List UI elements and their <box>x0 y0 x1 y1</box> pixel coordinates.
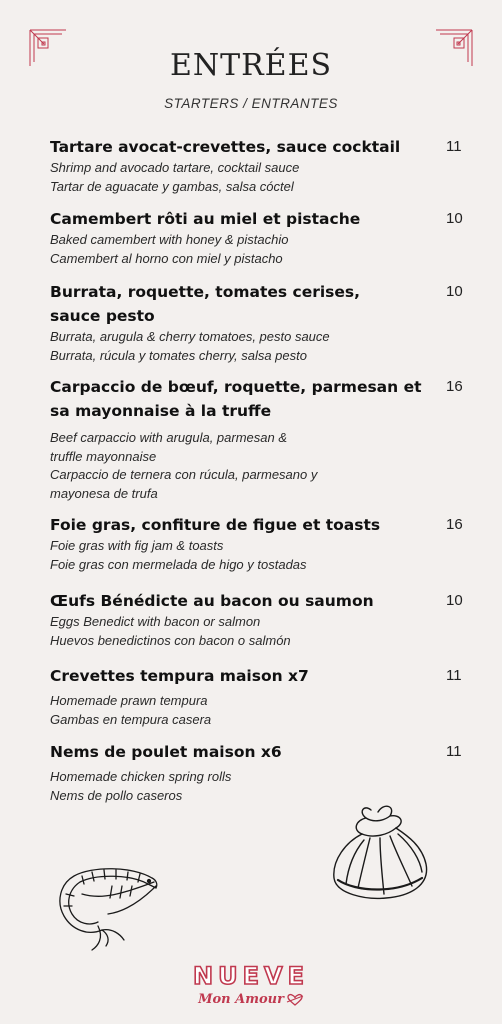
menu-item-description <box>50 231 470 268</box>
menu-item-description <box>50 537 470 574</box>
description-line: Tartar de aguacate y gambas, salsa cóctel <box>50 178 294 194</box>
menu-item <box>50 207 470 268</box>
description-line: Homemade prawn tempura <box>50 693 208 708</box>
description-line: Baked camembert with honey & pistachio <box>50 232 289 247</box>
description-line: Burrata, rúcula y tomates cherry, salsa pesto <box>50 347 307 363</box>
heart-arrow-icon <box>286 993 304 1007</box>
menu-item-description <box>50 613 470 650</box>
menu-item-name: Crevettes tempura maison x7 <box>50 667 309 685</box>
dumpling-illustration <box>326 798 436 902</box>
description-line: Huevos benedictinos con bacon o salmón <box>50 632 291 648</box>
menu-item-description <box>50 429 470 503</box>
description-line: Eggs Benedict with bacon or salmon <box>50 614 261 629</box>
menu-item-name: Camembert rôti au miel et pistache <box>50 210 361 228</box>
menu-item-price: 10 <box>446 210 463 227</box>
menu-item <box>50 375 470 503</box>
menu-item-name: Carpaccio de bœuf, roquette, parmesan et sa mayonnaise à la truffe <box>50 378 422 420</box>
description-line: Camembert al horno con miel y pistacho <box>50 250 283 266</box>
menu-item <box>50 135 470 196</box>
description-line: Gambas en tempura casera <box>50 711 212 727</box>
menu-item <box>50 589 470 650</box>
menu-item-price: 10 <box>446 592 463 609</box>
description-line: Foie gras with fig jam & toasts <box>50 538 224 553</box>
description-line: Shrimp and avocado tartare, cocktail sauce <box>50 160 300 175</box>
menu-item-name: Œufs Bénédicte au bacon ou saumon <box>50 592 374 610</box>
description-line: Homemade chicken spring rolls <box>50 769 232 784</box>
description-line: Beef carpaccio with arugula, parmesan & <box>50 430 288 445</box>
menu-item-price: 11 <box>446 743 462 760</box>
menu-item-description <box>50 159 470 196</box>
description-line: Burrata, arugula & cherry tomatoes, pesto sauce <box>50 329 330 344</box>
menu-item-name: Burrata, roquette, tomates cerises, sauce pesto <box>50 283 361 325</box>
description-line: truffle mayonnaise <box>50 448 157 464</box>
description-line: Nems de pollo caseros <box>50 787 183 803</box>
menu-item-price: 11 <box>446 667 462 684</box>
menu-item-name: Tartare avocat-crevettes, sauce cocktail <box>50 138 401 156</box>
brand-tagline-text: Mon Amour <box>198 992 284 1007</box>
menu-item-description <box>50 692 470 729</box>
page-title: ENTRÉES <box>169 48 333 83</box>
page-subtitle: STARTERS / ENTRANTES <box>164 96 338 111</box>
menu-item <box>50 740 470 805</box>
brand-tagline <box>0 992 502 1007</box>
menu-item-price: 10 <box>446 283 463 300</box>
menu-item-name: Nems de poulet maison x6 <box>50 743 282 761</box>
menu-item-name: Foie gras, confiture de figue et toasts <box>50 516 381 534</box>
description-line: Carpaccio de ternera con rúcula, parmesano y <box>50 467 318 482</box>
shrimp-illustration <box>52 864 162 954</box>
menu-item-price: 11 <box>446 138 462 155</box>
menu-item <box>50 280 470 365</box>
brand-logo: NUEVE <box>193 962 309 990</box>
description-line: Foie gras con mermelada de higo y tostadas <box>50 556 307 572</box>
menu-item <box>50 513 470 574</box>
menu-item <box>50 664 470 729</box>
menu-item-price: 16 <box>446 516 463 533</box>
menu-item-price: 16 <box>446 378 463 395</box>
menu-item-description <box>50 328 470 365</box>
description-line: mayonesa de trufa <box>50 485 158 501</box>
